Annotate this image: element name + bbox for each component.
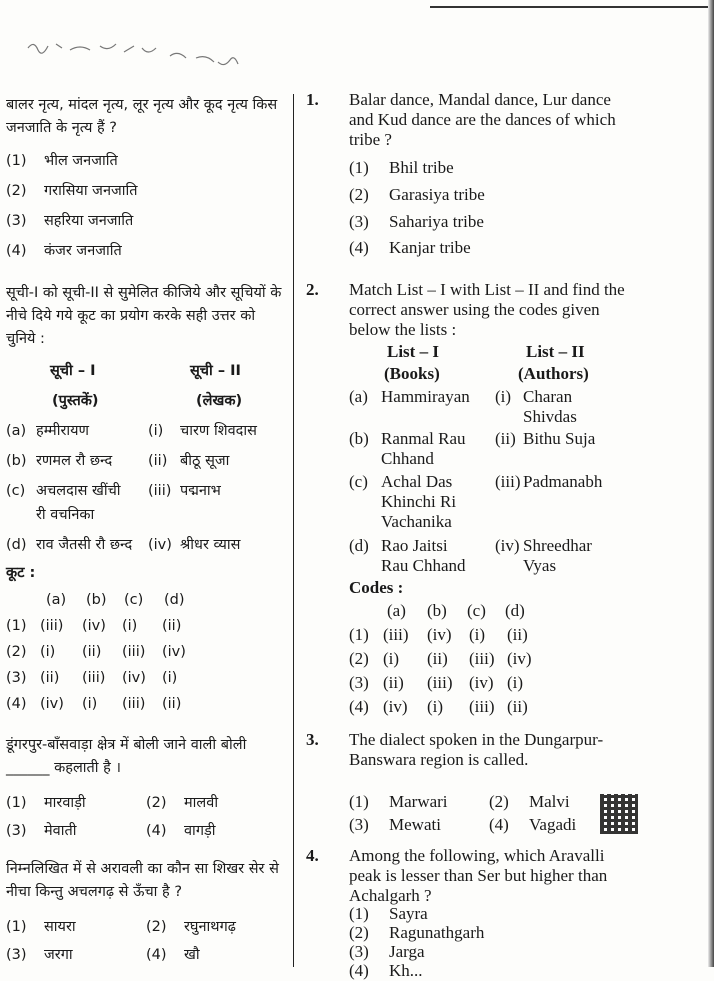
handwritten-scribble [20, 28, 250, 78]
question-text: Among the following, which Aravalli peak is lesser than Ser but higher than Achalgarh ? [349, 846, 608, 905]
option: (2) गरासिया जनजाति [6, 183, 138, 199]
pair-b-book-cont: Chhand [381, 449, 434, 468]
question-number: 3. [306, 730, 319, 749]
pair-a: (a) Hammirayan (i) Charan [349, 387, 573, 406]
option: (3) मेवाती [6, 823, 77, 839]
option: (2) Ragunathgarh [349, 923, 485, 942]
codes-row: (2) (i) (ii) (iii) (iv) [6, 644, 186, 660]
page-top-rule [430, 6, 714, 8]
option: (2) Malvi [489, 792, 570, 811]
column-divider [293, 94, 294, 967]
pair-d: (d) Rao Jaitsi (iv) Shreedhar [349, 536, 592, 555]
option: (3) Jarga [349, 942, 425, 961]
list-1-subheading: (पुस्तकें) [52, 393, 99, 409]
pair-d-author-cont: Vyas [523, 556, 557, 575]
list-1-heading: List – I [387, 342, 439, 361]
list-1-heading: सूची – I [50, 363, 96, 379]
question-text: The dialect spoken in the Dungarpur-Banswara region is called. [349, 730, 604, 769]
question-number: 2. [306, 280, 319, 299]
codes-row: (1) (iii) (iv) (i) (ii) [6, 618, 182, 634]
option: (2) Garasiya tribe [349, 185, 485, 204]
option: (1) Marwari [349, 792, 448, 811]
codes-row: (3) (ii) (iii) (iv) (i) [6, 670, 178, 686]
codes-row: (3) (ii) (iii) (iv) (i) [349, 673, 524, 692]
option: (3) जरगा [6, 947, 73, 963]
codes-label: कूट : [6, 565, 36, 581]
option: (4) वागड़ी [146, 823, 216, 839]
codes-label: Codes : [349, 578, 404, 597]
pair-row: (b) रणमल रौ छन्द (ii) बीठू सूजा [6, 453, 230, 469]
codes-row: (4) (iv) (i) (iii) (ii) [6, 696, 182, 712]
option: (4) कंजर जनजाति [6, 243, 122, 259]
qr-code-icon [600, 794, 638, 834]
hi-question-4 [6, 858, 288, 963]
codes-row: (2) (i) (ii) (iii) (iv) [349, 649, 532, 668]
list-1-subheading: (Books) [384, 364, 440, 383]
pair-c-book-cont: Khinchi Ri [381, 492, 457, 511]
question-text: सूची-I को सूची-II से सुमेलित कीजिये और सूचियों के नीचे दिये गये कूट का प्रयोग करके सही उत्तर को चुनिये : [6, 285, 282, 347]
question-text: निम्नलिखित में से अरावली का कौन सा शिखर सेर से नीचा किन्तु अचलगढ़ से ऊँचा है ? [6, 861, 279, 900]
question-text: डूंगरपुर-बाँसवाड़ा क्षेत्र में बोली जाने वाली बोली ______ कहलाती है । [6, 737, 247, 776]
option: (1) Bhil tribe [349, 158, 454, 177]
question-number: 1. [306, 90, 319, 109]
list-2-heading: List – II [526, 342, 585, 361]
codes-row: (1) (iii) (iv) (i) (ii) [349, 625, 528, 644]
option: (4) Kh... [349, 961, 423, 980]
list-2-heading: सूची – II [190, 363, 241, 379]
codes-header: (a) (b) (c) (d) [387, 601, 525, 620]
pair-d-book-cont: Rau Chhand [381, 556, 466, 575]
option: (3) सहरिया जनजाति [6, 213, 134, 229]
pair-row: (d) राव जैतसी रौ छन्द (iv) श्रीधर व्यास [6, 537, 241, 553]
question-text: Match List – I with List – II and find the correct answer using the codes given below the lists : [349, 280, 625, 339]
hi-question-2 [6, 282, 288, 712]
pair-row-continued: री वचनिका [36, 507, 95, 523]
codes-row: (4) (iv) (i) (iii) (ii) [349, 697, 528, 716]
codes-header: (a) (b) (c) (d) [46, 592, 185, 608]
option: (2) मालवी [146, 795, 219, 811]
option: (4) खौ [146, 947, 200, 963]
option: (3) Sahariya tribe [349, 212, 484, 231]
hi-question-3 [6, 734, 288, 839]
pair-c-book-cont: Vachanika [381, 512, 452, 531]
pair-b: (b) Ranmal Rau (ii) Bithu Suja [349, 429, 596, 448]
option: (1) भील जनजाति [6, 153, 118, 169]
pair-row: (c) अचलदास खींची (iii) पद्मनाभ [6, 483, 221, 499]
hi-question-1 [6, 94, 288, 259]
option: (1) मारवाड़ी [6, 795, 86, 811]
option: (3) Mewati [349, 815, 441, 834]
page-edge-shadow [708, 0, 714, 967]
pair-a-author-cont: Shivdas [523, 407, 577, 426]
question-text: बालर नृत्य, मांदल नृत्य, लूर नृत्य और कूद नृत्य किस जनजाति के नृत्य हैं ? [6, 97, 278, 136]
option: (1) सायरा [6, 919, 76, 935]
option: (4) Kanjar tribe [349, 238, 471, 257]
option: (1) Sayra [349, 904, 428, 923]
pair-c: (c) Achal Das (iii) Padmanabh [349, 472, 603, 491]
pair-row: (a) हम्मीरायण (i) चारण शिवदास [6, 423, 257, 439]
question-text: Balar dance, Mandal dance, Lur dance and Kud dance are the dances of which tribe ? [349, 90, 616, 149]
list-2-subheading: (लेखक) [196, 393, 243, 409]
option: (2) रघुनाथगढ़ [146, 919, 236, 935]
question-number: 4. [306, 846, 319, 865]
option: (4) Vagadi [489, 815, 577, 834]
list-2-subheading: (Authors) [518, 364, 589, 383]
